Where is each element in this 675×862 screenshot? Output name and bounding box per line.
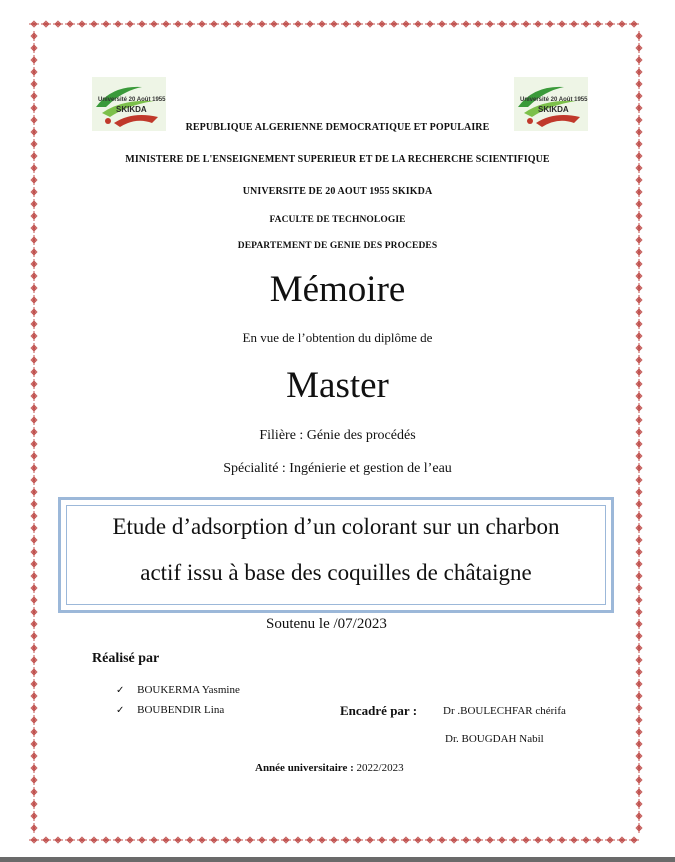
border-ornament — [31, 703, 37, 713]
border-ornament — [636, 175, 642, 185]
border-ornament — [31, 763, 37, 773]
border-ornament — [569, 21, 579, 27]
border-ornament — [293, 837, 303, 843]
border-ornament — [425, 837, 435, 843]
border-ornament — [29, 21, 39, 27]
border-ornament — [636, 199, 642, 209]
border-ornament — [221, 21, 231, 27]
border-ornament — [636, 739, 642, 749]
academic-year-label: Année universitaire : — [255, 762, 354, 774]
border-ornament — [636, 655, 642, 665]
checkmark-icon: ✓ — [116, 705, 125, 716]
border-ornament — [425, 21, 435, 27]
border-ornament — [293, 21, 303, 27]
header-ministry: MINISTERE DE L'ENSEIGNEMENT SUPERIEUR ET DE LA RECHERCHE SCIENTIFIQUE — [125, 154, 550, 165]
border-ornament — [401, 837, 411, 843]
border-ornament — [31, 91, 37, 101]
border-ornament — [636, 583, 642, 593]
border-ornament — [31, 811, 37, 821]
border-ornament — [617, 21, 627, 27]
border-ornament — [31, 643, 37, 653]
border-ornament — [317, 21, 327, 27]
border-ornament — [581, 837, 591, 843]
border-ornament — [209, 21, 219, 27]
border-ornament — [485, 837, 495, 843]
border-ornament — [533, 21, 543, 27]
border-ornament — [533, 837, 543, 843]
border-ornament — [413, 837, 423, 843]
border-ornament — [636, 415, 642, 425]
border-ornament — [269, 837, 279, 843]
border-ornament — [89, 837, 99, 843]
border-ornament — [31, 535, 37, 545]
border-ornament — [31, 103, 37, 113]
border-ornament — [31, 679, 37, 689]
border-ornament — [509, 21, 519, 27]
border-ornament — [31, 175, 37, 185]
border-ornament — [636, 691, 642, 701]
border-ornament — [149, 21, 159, 27]
document-type: Mémoire — [269, 269, 406, 310]
border-ornament — [221, 837, 231, 843]
border-ornament — [65, 21, 75, 27]
border-ornament — [31, 415, 37, 425]
border-ornament — [593, 21, 603, 27]
border-ornament — [636, 523, 642, 533]
border-ornament — [31, 43, 37, 53]
border-ornament — [389, 21, 399, 27]
border-ornament — [113, 837, 123, 843]
border-ornament — [31, 787, 37, 797]
border-ornament — [173, 837, 183, 843]
border-ornament — [317, 837, 327, 843]
border-ornament — [353, 21, 363, 27]
logo-caption-line1: Université 20 Août 1955 — [98, 97, 166, 103]
border-ornament — [636, 715, 642, 725]
supervised-by-label: Encadré par : — [340, 703, 418, 718]
border-ornament — [497, 837, 507, 843]
border-ornament — [629, 21, 639, 27]
border-ornament — [449, 21, 459, 27]
thesis-title-line1: Etude d’adsorption d’un colorant sur un charbon — [112, 514, 560, 539]
border-ornament — [377, 837, 387, 843]
border-ornament — [31, 667, 37, 677]
border-ornament — [329, 837, 339, 843]
border-ornament — [31, 319, 37, 329]
border-ornament — [636, 31, 642, 41]
student-name: BOUKERMA Yasmine — [137, 684, 240, 696]
border-ornament — [31, 499, 37, 509]
border-ornament — [636, 499, 642, 509]
academic-year-value: 2022/2023 — [356, 762, 404, 774]
logo-caption-line2: SKIKDA — [116, 105, 147, 114]
border-ornament — [31, 751, 37, 761]
logo-caption-line1: Université 20 Août 1955 — [520, 97, 588, 103]
border-ornament — [65, 837, 75, 843]
border-ornament — [161, 21, 171, 27]
border-ornament — [636, 547, 642, 557]
border-ornament — [636, 607, 642, 617]
border-ornament — [161, 837, 171, 843]
student-name: BOUBENDIR Lina — [137, 704, 225, 716]
border-ornament — [31, 715, 37, 725]
border-ornament — [629, 837, 639, 843]
border-ornament — [636, 799, 642, 809]
field-text: Filière : Génie des procédés — [259, 428, 416, 443]
border-ornament — [389, 837, 399, 843]
border-ornament — [233, 21, 243, 27]
border-ornament — [636, 43, 642, 53]
supervisor-name: Dr .BOULECHFAR chérifa — [443, 705, 566, 717]
border-ornament — [31, 655, 37, 665]
border-ornament — [101, 21, 111, 27]
border-ornament — [31, 727, 37, 737]
academic-year — [255, 762, 404, 774]
border-ornament — [125, 837, 135, 843]
border-ornament — [636, 55, 642, 65]
border-ornament — [636, 787, 642, 797]
border-ornament — [636, 667, 642, 677]
page-bottom-edge — [0, 857, 675, 862]
border-ornament — [31, 451, 37, 461]
border-ornament — [53, 837, 63, 843]
border-ornament — [636, 79, 642, 89]
border-ornament — [605, 837, 615, 843]
border-ornament — [269, 21, 279, 27]
border-ornament — [521, 837, 531, 843]
border-ornament — [497, 21, 507, 27]
border-ornament — [329, 21, 339, 27]
student-item — [116, 704, 224, 716]
border-ornament — [509, 837, 519, 843]
logo-caption-line2: SKIKDA — [538, 105, 569, 114]
border-ornament — [197, 837, 207, 843]
border-ornament — [53, 21, 63, 27]
thesis-title-line2: actif issu à base des coquilles de châtaigne — [140, 560, 532, 585]
checkmark-icon: ✓ — [116, 685, 125, 696]
border-ornament — [341, 837, 351, 843]
border-ornament — [41, 21, 51, 27]
border-ornament — [521, 21, 531, 27]
border-ornament — [197, 21, 207, 27]
border-ornament — [636, 823, 642, 833]
border-ornament — [305, 21, 315, 27]
border-ornament — [593, 837, 603, 843]
border-ornament — [557, 837, 567, 843]
border-ornament — [485, 21, 495, 27]
border-ornament — [31, 631, 37, 641]
border-ornament — [636, 91, 642, 101]
border-ornament — [636, 643, 642, 653]
purpose-text: En vue de l’obtention du diplôme de — [242, 330, 433, 345]
border-ornament — [636, 679, 642, 689]
border-ornament — [545, 837, 555, 843]
border-ornament — [31, 31, 37, 41]
border-ornament — [125, 21, 135, 27]
border-ornament — [473, 837, 483, 843]
border-ornament — [185, 837, 195, 843]
border-ornament — [185, 21, 195, 27]
border-ornament — [137, 837, 147, 843]
border-ornament — [29, 837, 39, 843]
border-ornament — [449, 837, 459, 843]
border-ornament — [281, 21, 291, 27]
border-ornament — [77, 837, 87, 843]
border-ornament — [461, 837, 471, 843]
border-ornament — [31, 595, 37, 605]
border-ornament — [245, 837, 255, 843]
border-ornament — [581, 21, 591, 27]
border-ornament — [545, 21, 555, 27]
border-ornament — [233, 837, 243, 843]
header-republic: REPUBLIQUE ALGERIENNE DEMOCRATIQUE ET POPULAIRE — [185, 122, 490, 133]
student-item — [116, 684, 240, 696]
border-ornament — [149, 837, 159, 843]
border-ornament — [636, 595, 642, 605]
border-ornament — [557, 21, 567, 27]
border-ornament — [281, 837, 291, 843]
border-ornament — [365, 837, 375, 843]
border-ornament — [113, 21, 123, 27]
border-ornament — [473, 21, 483, 27]
border-ornament — [173, 21, 183, 27]
border-ornament — [636, 451, 642, 461]
border-ornament — [209, 837, 219, 843]
border-ornament — [31, 799, 37, 809]
border-ornament — [31, 619, 37, 629]
border-ornament — [257, 21, 267, 27]
header-university: UNIVERSITE DE 20 AOUT 1955 SKIKDA — [242, 186, 433, 197]
border-ornament — [636, 487, 642, 497]
border-ornament — [636, 619, 642, 629]
border-ornament — [461, 21, 471, 27]
border-ornament — [636, 103, 642, 113]
border-ornament — [636, 535, 642, 545]
border-ornament — [617, 837, 627, 843]
border-ornament — [413, 21, 423, 27]
border-ornament — [137, 21, 147, 27]
border-ornament — [31, 199, 37, 209]
border-ornament — [31, 511, 37, 521]
border-ornament — [636, 811, 642, 821]
border-ornament — [636, 727, 642, 737]
border-ornament — [31, 559, 37, 569]
border-ornament — [31, 739, 37, 749]
border-ornament — [31, 547, 37, 557]
degree-title: Master — [286, 365, 389, 406]
border-ornament — [341, 21, 351, 27]
border-ornament — [437, 837, 447, 843]
header-department: DEPARTEMENT DE GENIE DES PROCEDES — [237, 241, 438, 251]
border-ornament — [31, 571, 37, 581]
border-ornament — [101, 837, 111, 843]
thesis-title-box — [58, 497, 614, 613]
border-ornament — [31, 67, 37, 77]
border-ornament — [31, 691, 37, 701]
border-ornament — [31, 583, 37, 593]
border-ornament — [41, 837, 51, 843]
border-ornament — [31, 523, 37, 533]
border-ornament — [31, 55, 37, 65]
border-ornament — [31, 775, 37, 785]
border-ornament — [636, 751, 642, 761]
border-ornament — [605, 21, 615, 27]
border-ornament — [31, 139, 37, 149]
border-ornament — [89, 21, 99, 27]
border-ornament — [257, 837, 267, 843]
realized-by-label: Réalisé par — [92, 651, 160, 666]
border-ornament — [636, 571, 642, 581]
border-ornament — [636, 703, 642, 713]
border-ornament — [636, 511, 642, 521]
border-ornament — [377, 21, 387, 27]
defense-date: Soutenu le /07/2023 — [266, 616, 387, 632]
border-ornament — [401, 21, 411, 27]
border-ornament — [77, 21, 87, 27]
border-ornament — [245, 21, 255, 27]
border-ornament — [636, 763, 642, 773]
border-ornament — [636, 559, 642, 569]
border-ornament — [636, 67, 642, 77]
border-ornament — [636, 319, 642, 329]
specialty-text: Spécialité : Ingénierie et gestion de l’eau — [223, 461, 452, 476]
border-ornament — [31, 823, 37, 833]
border-ornament — [636, 139, 642, 149]
border-ornament — [353, 837, 363, 843]
border-ornament — [636, 775, 642, 785]
border-ornament — [31, 487, 37, 497]
border-ornament — [437, 21, 447, 27]
border-ornament — [31, 79, 37, 89]
border-ornament — [365, 21, 375, 27]
border-ornament — [636, 631, 642, 641]
header-faculty: FACULTE DE TECHNOLOGIE — [269, 215, 406, 225]
border-ornament — [31, 607, 37, 617]
border-ornament — [305, 837, 315, 843]
supervisor-name: Dr. BOUGDAH Nabil — [445, 733, 544, 745]
border-ornament — [569, 837, 579, 843]
